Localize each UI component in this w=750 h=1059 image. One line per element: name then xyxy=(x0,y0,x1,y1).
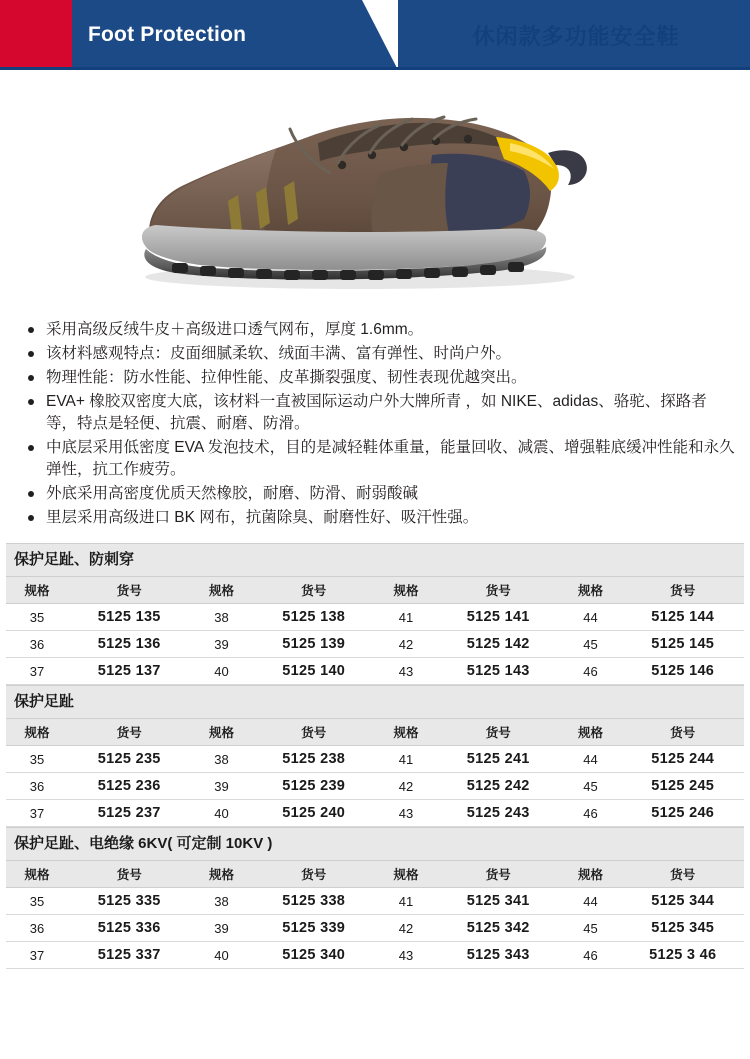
code-cell: 5125 335 xyxy=(68,888,191,915)
page-header xyxy=(0,0,750,70)
spec-table-block-1 xyxy=(6,543,744,685)
spec-table xyxy=(6,577,744,685)
list-item: EVA+ 橡胶双密度大底，该材料一直被国际运动户外大牌所青 ，如 NIKE、adidas、骆驼、探路者等，特点是轻便、抗震、耐磨、防滑。 xyxy=(42,391,736,435)
column-header: 规格 xyxy=(560,577,622,604)
code-cell: 5125 143 xyxy=(437,658,560,685)
column-header: 货号 xyxy=(622,719,745,746)
code-cell: 5125 138 xyxy=(253,604,376,631)
list-item: 物理性能：防水性能、拉伸性能、皮革撕裂强度、韧性表现优越突出。 xyxy=(42,367,736,389)
column-header: 规格 xyxy=(6,577,68,604)
column-header: 货号 xyxy=(437,577,560,604)
size-cell: 43 xyxy=(375,658,437,685)
header-bottom-rule xyxy=(0,67,750,70)
size-cell: 38 xyxy=(191,604,253,631)
code-cell: 5125 146 xyxy=(622,658,745,685)
table-row xyxy=(6,631,744,658)
table-row xyxy=(6,888,744,915)
column-header: 规格 xyxy=(191,719,253,746)
header-red-block xyxy=(0,0,72,70)
column-header: 规格 xyxy=(191,861,253,888)
size-cell: 45 xyxy=(560,631,622,658)
list-item: 里层采用高级进口 BK 网布，抗菌除臭、耐磨性好、吸汗性强。 xyxy=(42,507,736,529)
size-cell: 40 xyxy=(191,800,253,827)
code-cell: 5125 242 xyxy=(437,773,560,800)
size-cell: 37 xyxy=(6,658,68,685)
size-cell: 41 xyxy=(375,604,437,631)
column-header: 规格 xyxy=(6,861,68,888)
size-cell: 45 xyxy=(560,773,622,800)
size-cell: 36 xyxy=(6,915,68,942)
column-header: 货号 xyxy=(622,577,745,604)
table-header-row xyxy=(6,577,744,604)
size-cell: 46 xyxy=(560,800,622,827)
size-cell: 42 xyxy=(375,773,437,800)
code-cell: 5125 341 xyxy=(437,888,560,915)
safety-shoe-image xyxy=(80,81,620,301)
size-cell: 43 xyxy=(375,800,437,827)
code-cell: 5125 342 xyxy=(437,915,560,942)
size-cell: 46 xyxy=(560,942,622,969)
list-item: 中底层采用低密度 EVA 发泡技术，目的是减轻鞋体重量，能量回收、减震、增强鞋底缓冲性能和永久弹性，抗工作疲劳。 xyxy=(42,437,736,481)
size-cell: 41 xyxy=(375,746,437,773)
spec-table-block-3 xyxy=(6,827,744,969)
code-cell: 5125 142 xyxy=(437,631,560,658)
column-header: 规格 xyxy=(375,577,437,604)
size-cell: 44 xyxy=(560,888,622,915)
column-header: 货号 xyxy=(68,719,191,746)
table-header-row xyxy=(6,719,744,746)
table-row xyxy=(6,800,744,827)
size-cell: 38 xyxy=(191,888,253,915)
size-cell: 35 xyxy=(6,746,68,773)
shoe-icon xyxy=(80,81,620,301)
spec-table-title: 保护足趾 xyxy=(6,685,744,719)
code-cell: 5125 337 xyxy=(68,942,191,969)
size-cell: 41 xyxy=(375,888,437,915)
code-cell: 5125 340 xyxy=(253,942,376,969)
size-cell: 44 xyxy=(560,746,622,773)
code-cell: 5125 135 xyxy=(68,604,191,631)
code-cell: 5125 236 xyxy=(68,773,191,800)
table-row xyxy=(6,915,744,942)
code-cell: 5125 139 xyxy=(253,631,376,658)
code-cell: 5125 145 xyxy=(622,631,745,658)
size-cell: 36 xyxy=(6,631,68,658)
column-header: 规格 xyxy=(191,577,253,604)
code-cell: 5125 244 xyxy=(622,746,745,773)
table-row xyxy=(6,746,744,773)
spec-table-title: 保护足趾、防刺穿 xyxy=(6,543,744,577)
column-header: 货号 xyxy=(68,861,191,888)
product-image-area xyxy=(0,76,750,311)
code-cell: 5125 344 xyxy=(622,888,745,915)
size-cell: 39 xyxy=(191,773,253,800)
code-cell: 5125 239 xyxy=(253,773,376,800)
column-header: 货号 xyxy=(68,577,191,604)
size-cell: 46 xyxy=(560,658,622,685)
spec-table-block-2 xyxy=(6,685,744,827)
code-cell: 5125 338 xyxy=(253,888,376,915)
feature-list xyxy=(0,319,750,529)
table-row xyxy=(6,604,744,631)
spec-table xyxy=(6,719,744,827)
spec-table xyxy=(6,861,744,969)
code-cell: 5125 345 xyxy=(622,915,745,942)
size-cell: 39 xyxy=(191,631,253,658)
code-cell: 5125 241 xyxy=(437,746,560,773)
size-cell: 42 xyxy=(375,915,437,942)
table-row xyxy=(6,773,744,800)
code-cell: 5125 137 xyxy=(68,658,191,685)
code-cell: 5125 243 xyxy=(437,800,560,827)
column-header: 货号 xyxy=(253,577,376,604)
size-cell: 43 xyxy=(375,942,437,969)
column-header: 货号 xyxy=(437,719,560,746)
list-item: 外底采用高密度优质天然橡胶，耐磨、防滑、耐弱酸碱 xyxy=(42,483,736,505)
header-blue-block xyxy=(72,0,750,70)
size-cell: 38 xyxy=(191,746,253,773)
header-title-cn: 休闲款多功能安全鞋 xyxy=(472,23,680,49)
code-cell: 5125 245 xyxy=(622,773,745,800)
column-header: 货号 xyxy=(437,861,560,888)
code-cell: 5125 144 xyxy=(622,604,745,631)
size-cell: 35 xyxy=(6,888,68,915)
code-cell: 5125 141 xyxy=(437,604,560,631)
code-cell: 5125 237 xyxy=(68,800,191,827)
size-cell: 37 xyxy=(6,942,68,969)
size-cell: 37 xyxy=(6,800,68,827)
code-cell: 5125 343 xyxy=(437,942,560,969)
size-cell: 45 xyxy=(560,915,622,942)
table-row xyxy=(6,658,744,685)
header-wedge xyxy=(362,0,398,70)
size-cell: 39 xyxy=(191,915,253,942)
code-cell: 5125 336 xyxy=(68,915,191,942)
code-cell: 5125 240 xyxy=(253,800,376,827)
code-cell: 5125 246 xyxy=(622,800,745,827)
size-cell: 40 xyxy=(191,658,253,685)
column-header: 规格 xyxy=(375,861,437,888)
size-cell: 40 xyxy=(191,942,253,969)
table-row xyxy=(6,942,744,969)
spec-table-title: 保护足趾、电绝缘 6KV( 可定制 10KV ) xyxy=(6,827,744,861)
size-cell: 35 xyxy=(6,604,68,631)
size-cell: 42 xyxy=(375,631,437,658)
column-header: 规格 xyxy=(560,719,622,746)
list-item: 采用高级反绒牛皮＋高级进口透气网布，厚度 1.6mm。 xyxy=(42,319,736,341)
list-item: 该材料感观特点：皮面细腻柔软、绒面丰满、富有弹性、时尚户外。 xyxy=(42,343,736,365)
code-cell: 5125 339 xyxy=(253,915,376,942)
column-header: 规格 xyxy=(560,861,622,888)
column-header: 货号 xyxy=(253,719,376,746)
code-cell: 5125 136 xyxy=(68,631,191,658)
code-cell: 5125 238 xyxy=(253,746,376,773)
column-header: 规格 xyxy=(6,719,68,746)
column-header: 货号 xyxy=(253,861,376,888)
header-title-en: Foot Protection xyxy=(88,23,247,46)
size-cell: 36 xyxy=(6,773,68,800)
column-header: 规格 xyxy=(375,719,437,746)
code-cell: 5125 140 xyxy=(253,658,376,685)
code-cell: 5125 3 46 xyxy=(622,942,745,969)
code-cell: 5125 235 xyxy=(68,746,191,773)
spec-tables xyxy=(0,543,750,969)
column-header: 货号 xyxy=(622,861,745,888)
size-cell: 44 xyxy=(560,604,622,631)
table-header-row xyxy=(6,861,744,888)
